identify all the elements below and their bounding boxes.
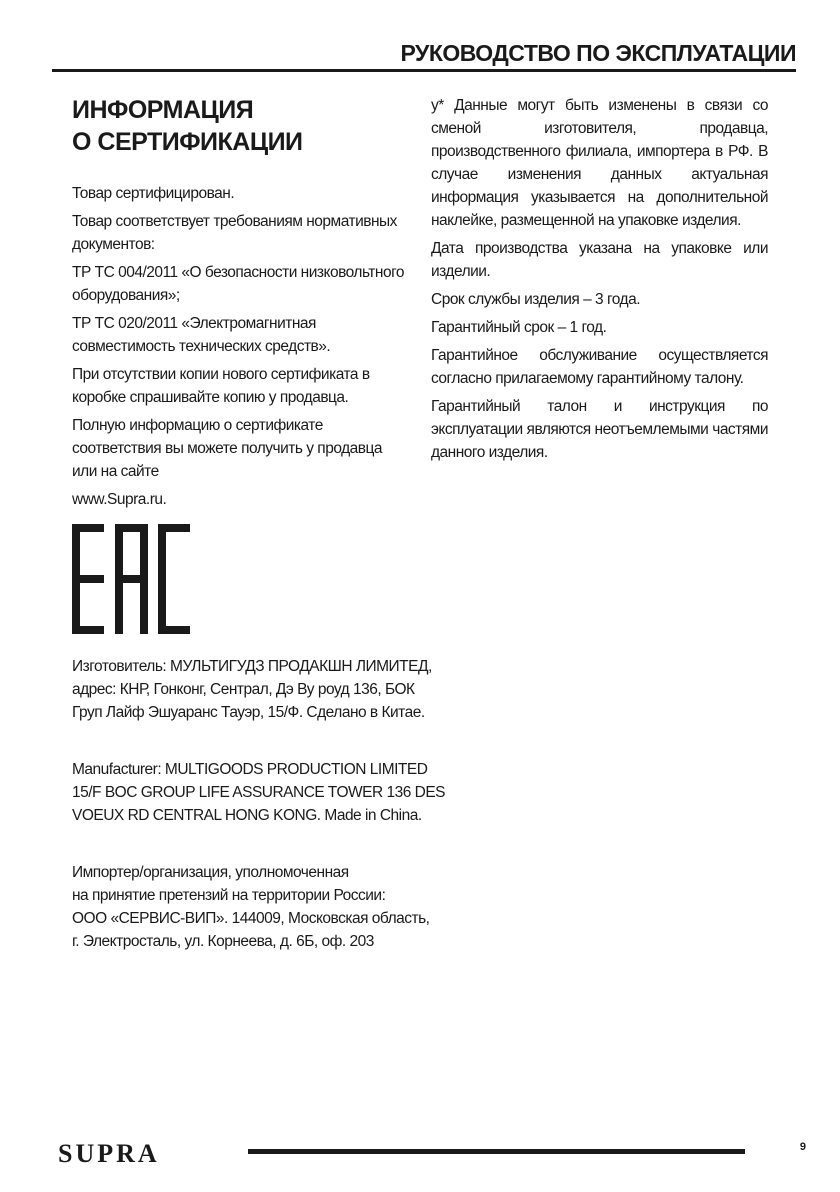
importer-info: [72, 861, 430, 953]
paragraph-certificate-copy: При отсутствии копии нового сертификата в коробке спрашивайте копию у продавца.: [72, 366, 370, 406]
certification-text: [72, 182, 408, 511]
manufacturer-ru-line: адрес: КНР, Гонконг, Сентрал, Дэ Ву роуд 136, БОК: [72, 681, 415, 698]
page-number: 9: [799, 1141, 806, 1153]
paragraph-tr-ts-004: ТР ТС 004/2011 «О безопасности низковольтного оборудования»;: [72, 264, 405, 304]
paragraph-data-change-notice: у* Данные могут быть изменены в связи со сменой изготовителя, продавца, производственного филиала, импортера в РФ. В случае изменения данных актуальная информация указывается на дополнительной наклейке, размещенной на упаковке изделия.: [431, 97, 768, 229]
manufacturer-en-line: 15/F BOC GROUP LIFE ASSURANCE TOWER 136 DES: [72, 784, 446, 801]
footer-divider: [248, 1149, 745, 1154]
manufacturer-en-line: Manufacturer: MULTIGOODS PRODUCTION LIMITED: [72, 761, 428, 778]
importer-line: на принятие претензий на территории России:: [72, 887, 386, 904]
paragraph-service-life: Срок службы изделия – 3 года.: [431, 291, 641, 308]
importer-line: г. Электросталь, ул. Корнеева, д. 6Б, оф. 203: [72, 933, 374, 950]
importer-line: ООО «СЕРВИС-ВИП». 144009, Московская область,: [72, 910, 430, 927]
paragraph-tr-ts-020: ТР ТС 020/2011 «Электромагнитная совместимость технических средств».: [72, 315, 331, 355]
page-header-title: РУКОВОДСТВО ПО ЭКСПЛУАТАЦИИ: [400, 40, 796, 66]
manufacturer-ru-line: Изготовитель: МУЛЬТИГУДЗ ПРОДАКШН ЛИМИТЕД,: [72, 658, 432, 675]
header-divider: [52, 69, 796, 72]
section-title: [72, 94, 408, 158]
paragraph-full-info: Полную информацию о сертификате соответствия вы можете получить у продавца или на сайте: [72, 417, 382, 480]
left-column: [72, 94, 446, 953]
manufacturer-ru-line: Груп Лайф Эшуаранс Тауэр, 15/Ф. Сделано в Китае.: [72, 704, 425, 721]
paragraph-warranty-card: Гарантийный талон и инструкция по эксплуатации являются неотъемлемыми частями данного изделия.: [431, 398, 768, 461]
section-title-line-1: ИНФОРМАЦИЯ: [72, 96, 254, 124]
paragraph-production-date: Дата производства указана на упаковке или изделии.: [431, 240, 768, 280]
manufacturer-ru: [72, 655, 432, 724]
importer-line: Импортер/организация, уполномоченная: [72, 864, 349, 881]
manufacturer-en-line: VOEUX RD CENTRAL HONG KONG. Made in China.: [72, 807, 422, 824]
manufacturer-en: [72, 758, 446, 827]
paragraph-norms: Товар соответствует требованиям нормативных документов:: [72, 213, 397, 253]
website-link[interactable]: www.Supra.ru.: [72, 491, 167, 508]
section-title-line-2: О СЕРТИФИКАЦИИ: [72, 128, 303, 156]
eac-mark-icon: [72, 524, 190, 634]
right-column: [431, 94, 768, 469]
supra-logo: SUPRA: [58, 1139, 160, 1168]
paragraph-warranty-service: Гарантийное обслуживание осуществляется согласно прилагаемому гарантийному талону.: [431, 347, 768, 387]
paragraph-warranty-period: Гарантийный срок – 1 год.: [431, 319, 607, 336]
paragraph-certified: Товар сертифицирован.: [72, 185, 235, 202]
